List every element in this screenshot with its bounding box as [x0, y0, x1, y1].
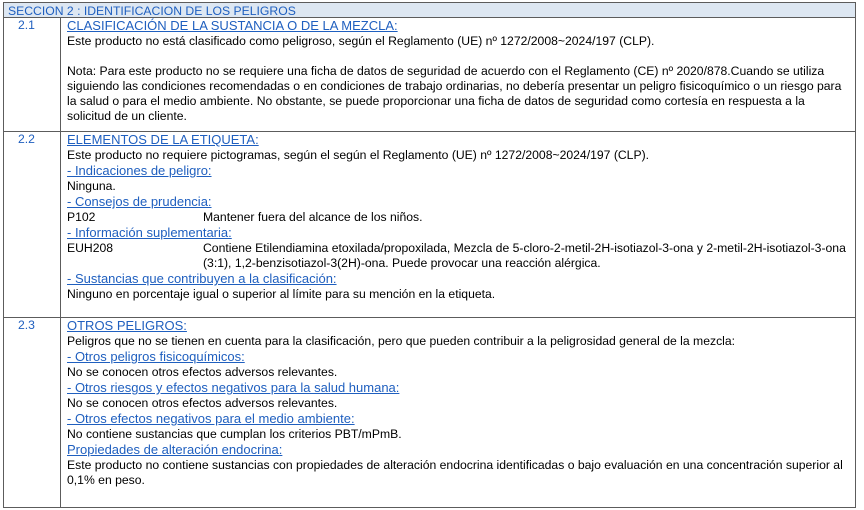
section-title: ELEMENTOS DE LA ETIQUETA:	[67, 132, 259, 147]
environment-text: No contiene sustancias que cumplan los criterios PBT/mPmB.	[67, 427, 402, 441]
precautionary-row	[67, 210, 849, 225]
section-2-1	[3, 18, 856, 132]
precautionary-text: Mantener fuera del alcance de los niños.	[203, 210, 423, 224]
endocrine-text: Este producto no contiene sustancias con propiedades de alteración endocrina identificadas o bajo evaluación en una concentración superior al 0,1% en peso.	[67, 458, 843, 487]
physchem-title: - Otros peligros fisicoquímicos:	[67, 349, 245, 364]
environment-title: - Otros efectos negativos para el medio ambiente:	[67, 411, 355, 426]
supplementary-title: - Información suplementaria:	[67, 225, 232, 240]
section-content	[61, 132, 855, 317]
precautionary-code: P102	[67, 210, 96, 224]
human-health-text: No se conocen otros efectos adversos relevantes.	[67, 396, 338, 410]
section-title: OTROS PELIGROS:	[67, 318, 187, 333]
supplementary-text: Contiene Etilendiamina etoxilada/propoxilada, Mezcla de 5-cloro-2-metil-2H-isotiazol-3-ona y 2-metil-2H-isotiazol-3-ona (3:1), 1,2-benzisotiazol-3(2H)-ona. Puede provocar una reacción alérgica.	[203, 241, 846, 270]
classification-text: Este producto no está clasificado como peligroso, según el Reglamento (UE) nº 1272/2008~2024/197 (CLP).	[67, 34, 655, 48]
endocrine-title: Propiedades de alteración endocrina:	[67, 442, 283, 457]
hazard-statements-title: - Indicaciones de peligro:	[67, 163, 212, 178]
section-number: 2.2	[4, 132, 61, 317]
classification-note: Nota: Para este producto no se requiere una ficha de datos de seguridad de acuerdo con el Reglamento (CE) nº 2020/878.Cuando se utiliza siguiendo las condiciones recomendadas o en condiciones de trabajo ordinarias, no debería presentar un peligro fisicoquímico o un riesgo para la salud o para el medio ambiente. No obstante, se puede proporcionar una ficha de datos de seguridad como cortesía en respuesta a la solicitud de un cliente.	[67, 64, 842, 123]
supplementary-row	[67, 241, 849, 271]
human-health-title: - Otros riesgos y efectos negativos para la salud humana:	[67, 380, 400, 395]
section-number: 2.3	[4, 318, 61, 507]
precautionary-title: - Consejos de prudencia:	[67, 194, 212, 209]
section-2-2	[3, 132, 856, 318]
section-2-3	[3, 318, 856, 508]
hazard-statements-text: Ninguna.	[67, 179, 116, 193]
section-content	[61, 318, 855, 507]
section-header: SECCION 2 : IDENTIFICACION DE LOS PELIGROS	[3, 2, 856, 18]
sds-section-2	[3, 2, 856, 508]
section-title: CLASIFICACIÓN DE LA SUSTANCIA O DE LA MEZCLA:	[67, 18, 398, 33]
pictogram-text: Este producto no requiere pictogramas, según el según el Reglamento (UE) nº 1272/2008~2024/197 (CLP).	[67, 148, 650, 162]
other-hazards-text: Peligros que no se tienen en cuenta para la clasificación, pero que pueden contribuir a la peligrosidad general de la mezcla:	[67, 334, 736, 348]
supplementary-code: EUH208	[67, 241, 114, 255]
section-number: 2.1	[4, 18, 61, 131]
contributing-substances-text: Ninguno en porcentaje igual o superior al límite para su mención en la etiqueta.	[67, 287, 496, 301]
section-content	[61, 18, 855, 131]
physchem-text: No se conocen otros efectos adversos relevantes.	[67, 365, 338, 379]
contributing-substances-title: - Sustancias que contribuyen a la clasificación:	[67, 271, 337, 286]
